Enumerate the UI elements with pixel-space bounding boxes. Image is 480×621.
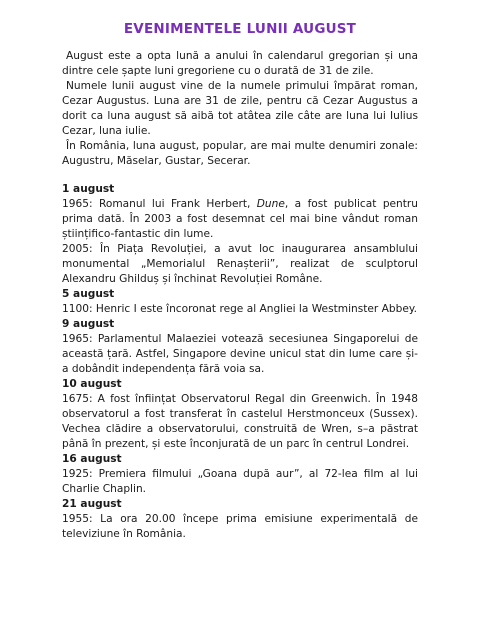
event-date: 21 august	[62, 498, 122, 510]
event-group	[62, 377, 418, 452]
event-group	[62, 287, 418, 317]
intro-paragraph: Numele lunii august vine de la numele primului împărat roman, Cezar Augustus. Luna are 31 de zile, pentru că Cezar Augustus a dorit ca luna august să aibă tot atâtea zile câte are luna lui Iulius Cezar, luna iulie.	[62, 80, 418, 137]
event-date: 10 august	[62, 378, 122, 390]
event-group	[62, 497, 418, 542]
event-date: 1 august	[62, 183, 115, 195]
event-group	[62, 182, 418, 287]
event-entry: 1965: Parlamentul Malaeziei votează secesiunea Singaporelui de această țară. Astfel, Singapore devine unicul stat din lume care și-a dobândit independența fără voia sa.	[62, 333, 418, 375]
intro-section	[62, 49, 418, 169]
book-title: Dune	[256, 198, 285, 210]
event-entry: 1925: Premiera filmului „Goana după aur”, al 72-lea film al lui Charlie Chaplin.	[62, 468, 418, 495]
event-entry: 1100: Henric I este încoronat rege al Angliei la Westminster Abbey.	[62, 303, 417, 315]
event-entry: 1955: La ora 20.00 începe prima emisiune experimentală de televiziune în România.	[62, 513, 418, 540]
section-spacer	[62, 169, 418, 182]
intro-paragraph: August este a opta lună a anului în calendarul gregorian și una dintre cele șapte luni gregoriene cu o durată de 31 de zile.	[62, 50, 418, 77]
event-date: 9 august	[62, 318, 115, 330]
event-entry: 1965: Romanul lui Frank Herbert, Dune, a fost publicat pentru prima dată. În 2003 a fost desemnat cel mai bine vândut roman științifico-fantastic din lume.	[62, 198, 418, 240]
event-entry: 2005: În Piața Revoluției, a avut loc inaugurarea ansamblului monumental „Memorialul Renașterii”, realizat de sculptorul Alexandru Ghilduș și închinat Revoluției Române.	[62, 243, 418, 285]
intro-paragraph: În România, luna august, popular, are mai multe denumiri zonale: Augustru, Măselar, Gustar, Secerar.	[62, 140, 418, 167]
event-group	[62, 317, 418, 377]
events-list	[62, 182, 418, 542]
document-body	[62, 49, 418, 542]
page-title: EVENIMENTELE LUNII AUGUST	[123, 21, 357, 37]
event-date: 16 august	[62, 453, 122, 465]
event-entry: 1675: A fost înființat Observatorul Regal din Greenwich. În 1948 observatorul a fost transferat în castelul Herstmonceux (Sussex). Vechea clădire a observatorului, construită de Wren, s–a păstrat până în prezent, și este înconjurată de un parc în centrul Londrei.	[62, 393, 418, 450]
event-date: 5 august	[62, 288, 115, 300]
event-group	[62, 452, 418, 497]
